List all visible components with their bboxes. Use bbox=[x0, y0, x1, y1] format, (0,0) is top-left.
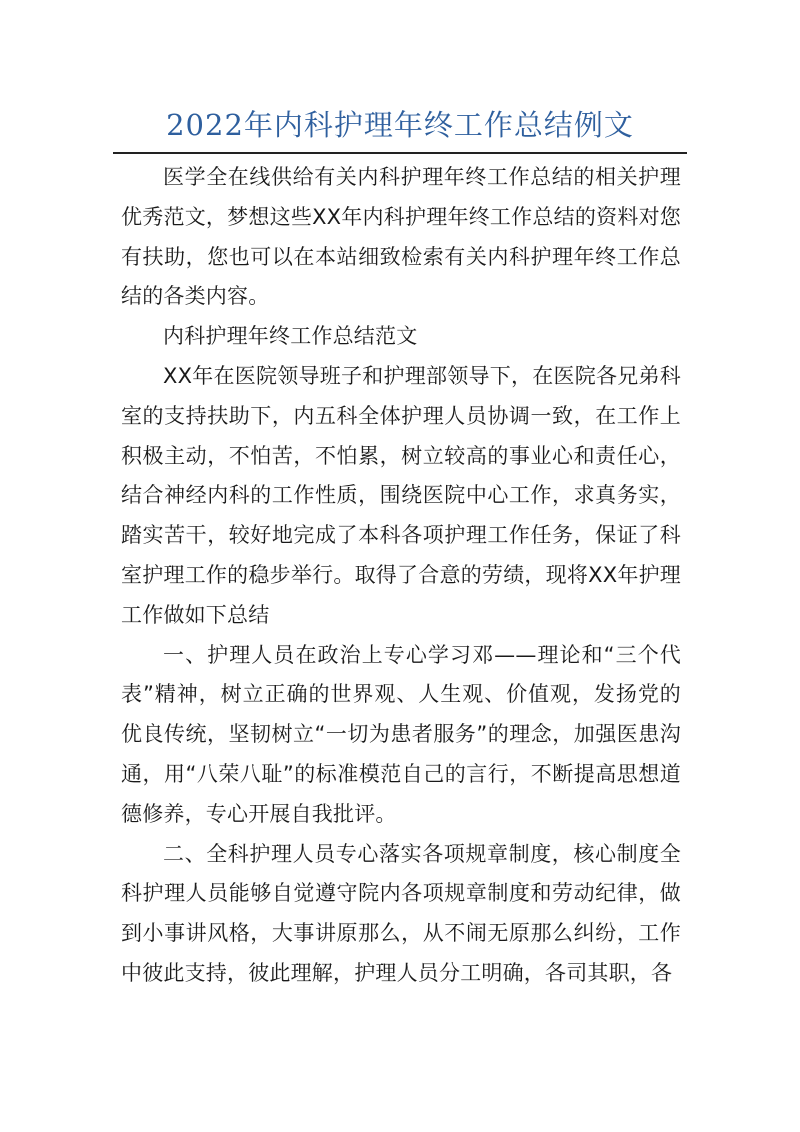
intro-paragraph: 医学全在线供给有关内科护理年终工作总结的相关护理优秀范文，梦想这些XX年内科护理年终工作总结的资料对您有扶助，您也可以在本站细致检索有关内科护理年终工作总结的各类内容。 bbox=[121, 165, 681, 309]
section-one-paragraph: 一、护理人员在政治上专心学习邓——理论和“三个代表”精神，树立正确的世界观、人生观、价值观，发扬党的优良传统，坚韧树立“一切为患者服务”的理念，加强医患沟通，用“八荣八耻”的标准模范自己的言行，不断提高思想道德修养，专心开展自我批评。 bbox=[121, 642, 681, 826]
summary-paragraph: XX年在医院领导班子和护理部领导下，在医院各兄弟科室的支持扶助下，内五科全体护理人员协调一致，在工作上积极主动，不怕苦，不怕累，树立较高的事业心和责任心，结合神经内科的工作性质，围绕医院中心工作，求真务实，踏实苦干，较好地完成了本科各项护理工作任务，保证了科室护理工作的稳步举行。取得了合意的劳绩，现将XX年护理工作做如下总结 bbox=[121, 363, 681, 627]
document-title: 2022年内科护理年终工作总结例文 bbox=[166, 108, 634, 142]
section-two-paragraph: 二、全科护理人员专心落实各项规章制度，核心制度全科护理人员能够自觉遵守院内各项规章制度和劳动纪律，做到小事讲风格，大事讲原那么，从不闹无原那么纠纷，工作中彼此支持，彼此理解，护理人员分工明确，各司其职，各 bbox=[121, 841, 681, 985]
section-heading: 内科护理年终工作总结范文 bbox=[163, 324, 418, 349]
title-divider bbox=[113, 152, 687, 154]
document-body bbox=[121, 158, 681, 994]
